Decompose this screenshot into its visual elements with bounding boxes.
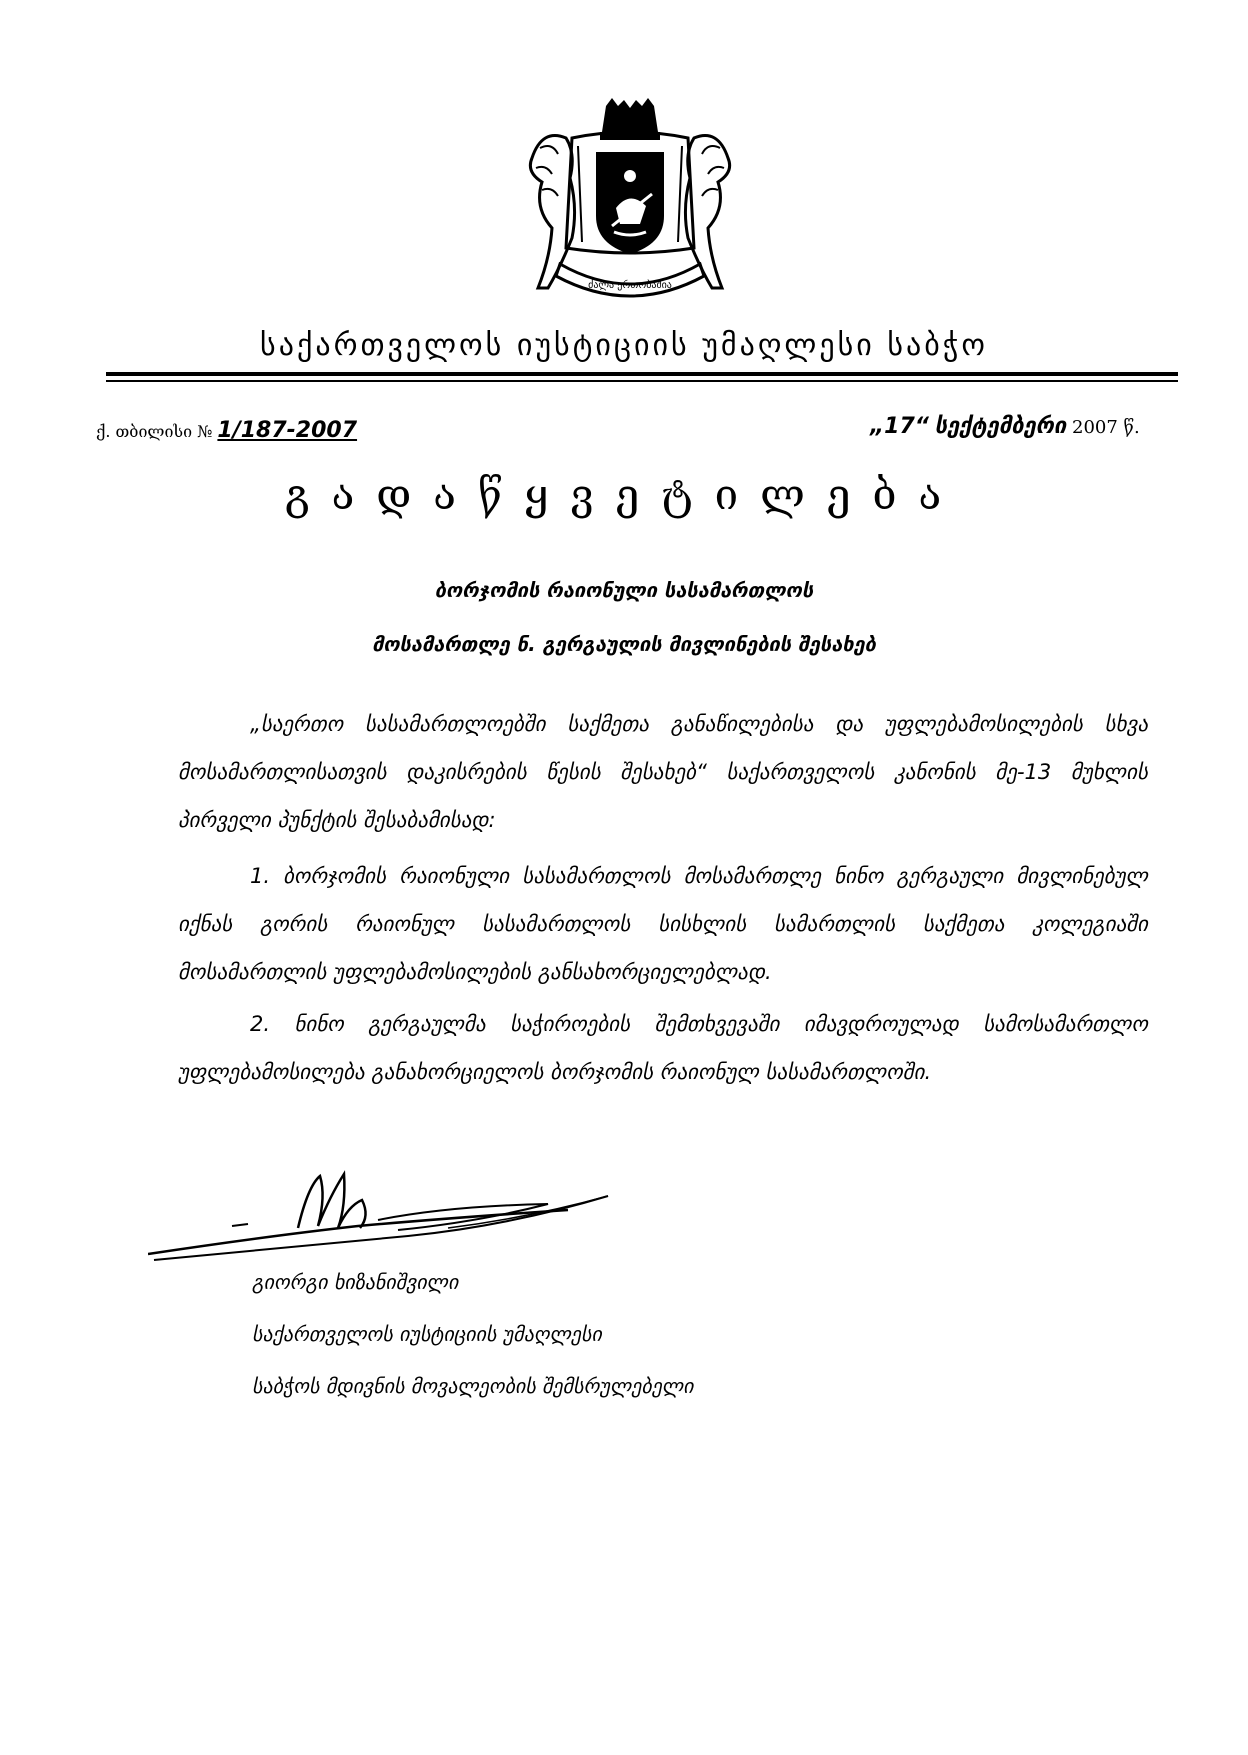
- signer-position-line-1: საქართველოს იუსტიციის უმაღლესი: [252, 1322, 602, 1346]
- document-title: გადაწყვეტილება: [284, 470, 964, 519]
- date-year: 2007 წ.: [1072, 417, 1140, 438]
- decision-item-1: 1. ბორჯომის რაიონული სასამართლოს მოსამართლე ნინო გერგაული მივლინებულ იქნას გორის რაიონულ სასამართლოს სისხლის სამართლის საქმეთა კოლეგიაში მოსამართლის უფლებამოსილების განსახორციელებლად.: [178, 864, 1148, 984]
- place-prefix: ქ. თბილისი №: [96, 422, 213, 441]
- header-rule-thin: [106, 380, 1178, 382]
- preamble-paragraph: „საერთო სასამართლოებში საქმეთა განაწილებისა და უფლებამოსილების სხვა მოსამართლისათვის დაკისრების წესის შესახებ“ საქართველოს კანონის მე-13 მუხლის პირველი პუნქტის შესაბამისად:: [178, 712, 1148, 832]
- signer-name: გიორგი ხიზანიშვილი: [252, 1270, 459, 1294]
- organization-name: საქართველოს იუსტიციის უმაღლესი საბჭო: [260, 328, 988, 363]
- decision-item-2: 2. ნინო გერგაულმა საჭიროების შემთხვევაში იმავდროულად სამოსამართლო უფლებამოსილება განახორციელოს ბორჯომის რაიონულ სასამართლოში.: [178, 1012, 1148, 1084]
- registration-number: 1/187-2007: [217, 418, 358, 443]
- registration-place: [96, 418, 357, 443]
- emblem-motto: ძალა ერთობაშია: [588, 280, 672, 291]
- date-day: „17“: [870, 414, 929, 439]
- subtitle-line-1: ბორჯომის რაიონული სასამართლოს: [434, 578, 814, 602]
- signature-icon: [148, 1166, 688, 1266]
- date-month: სექტემბერი: [934, 414, 1067, 439]
- registration-date: [870, 414, 1140, 439]
- signer-position-line-2: საბჭოს მდივნის მოვალეობის შემსრულებელი: [252, 1374, 694, 1398]
- header-rule-thick: [106, 372, 1178, 376]
- coat-of-arms-icon: [512, 98, 748, 310]
- subtitle-line-2: მოსამართლე ნ. გერგაულის მივლინების შესახებ: [372, 632, 876, 656]
